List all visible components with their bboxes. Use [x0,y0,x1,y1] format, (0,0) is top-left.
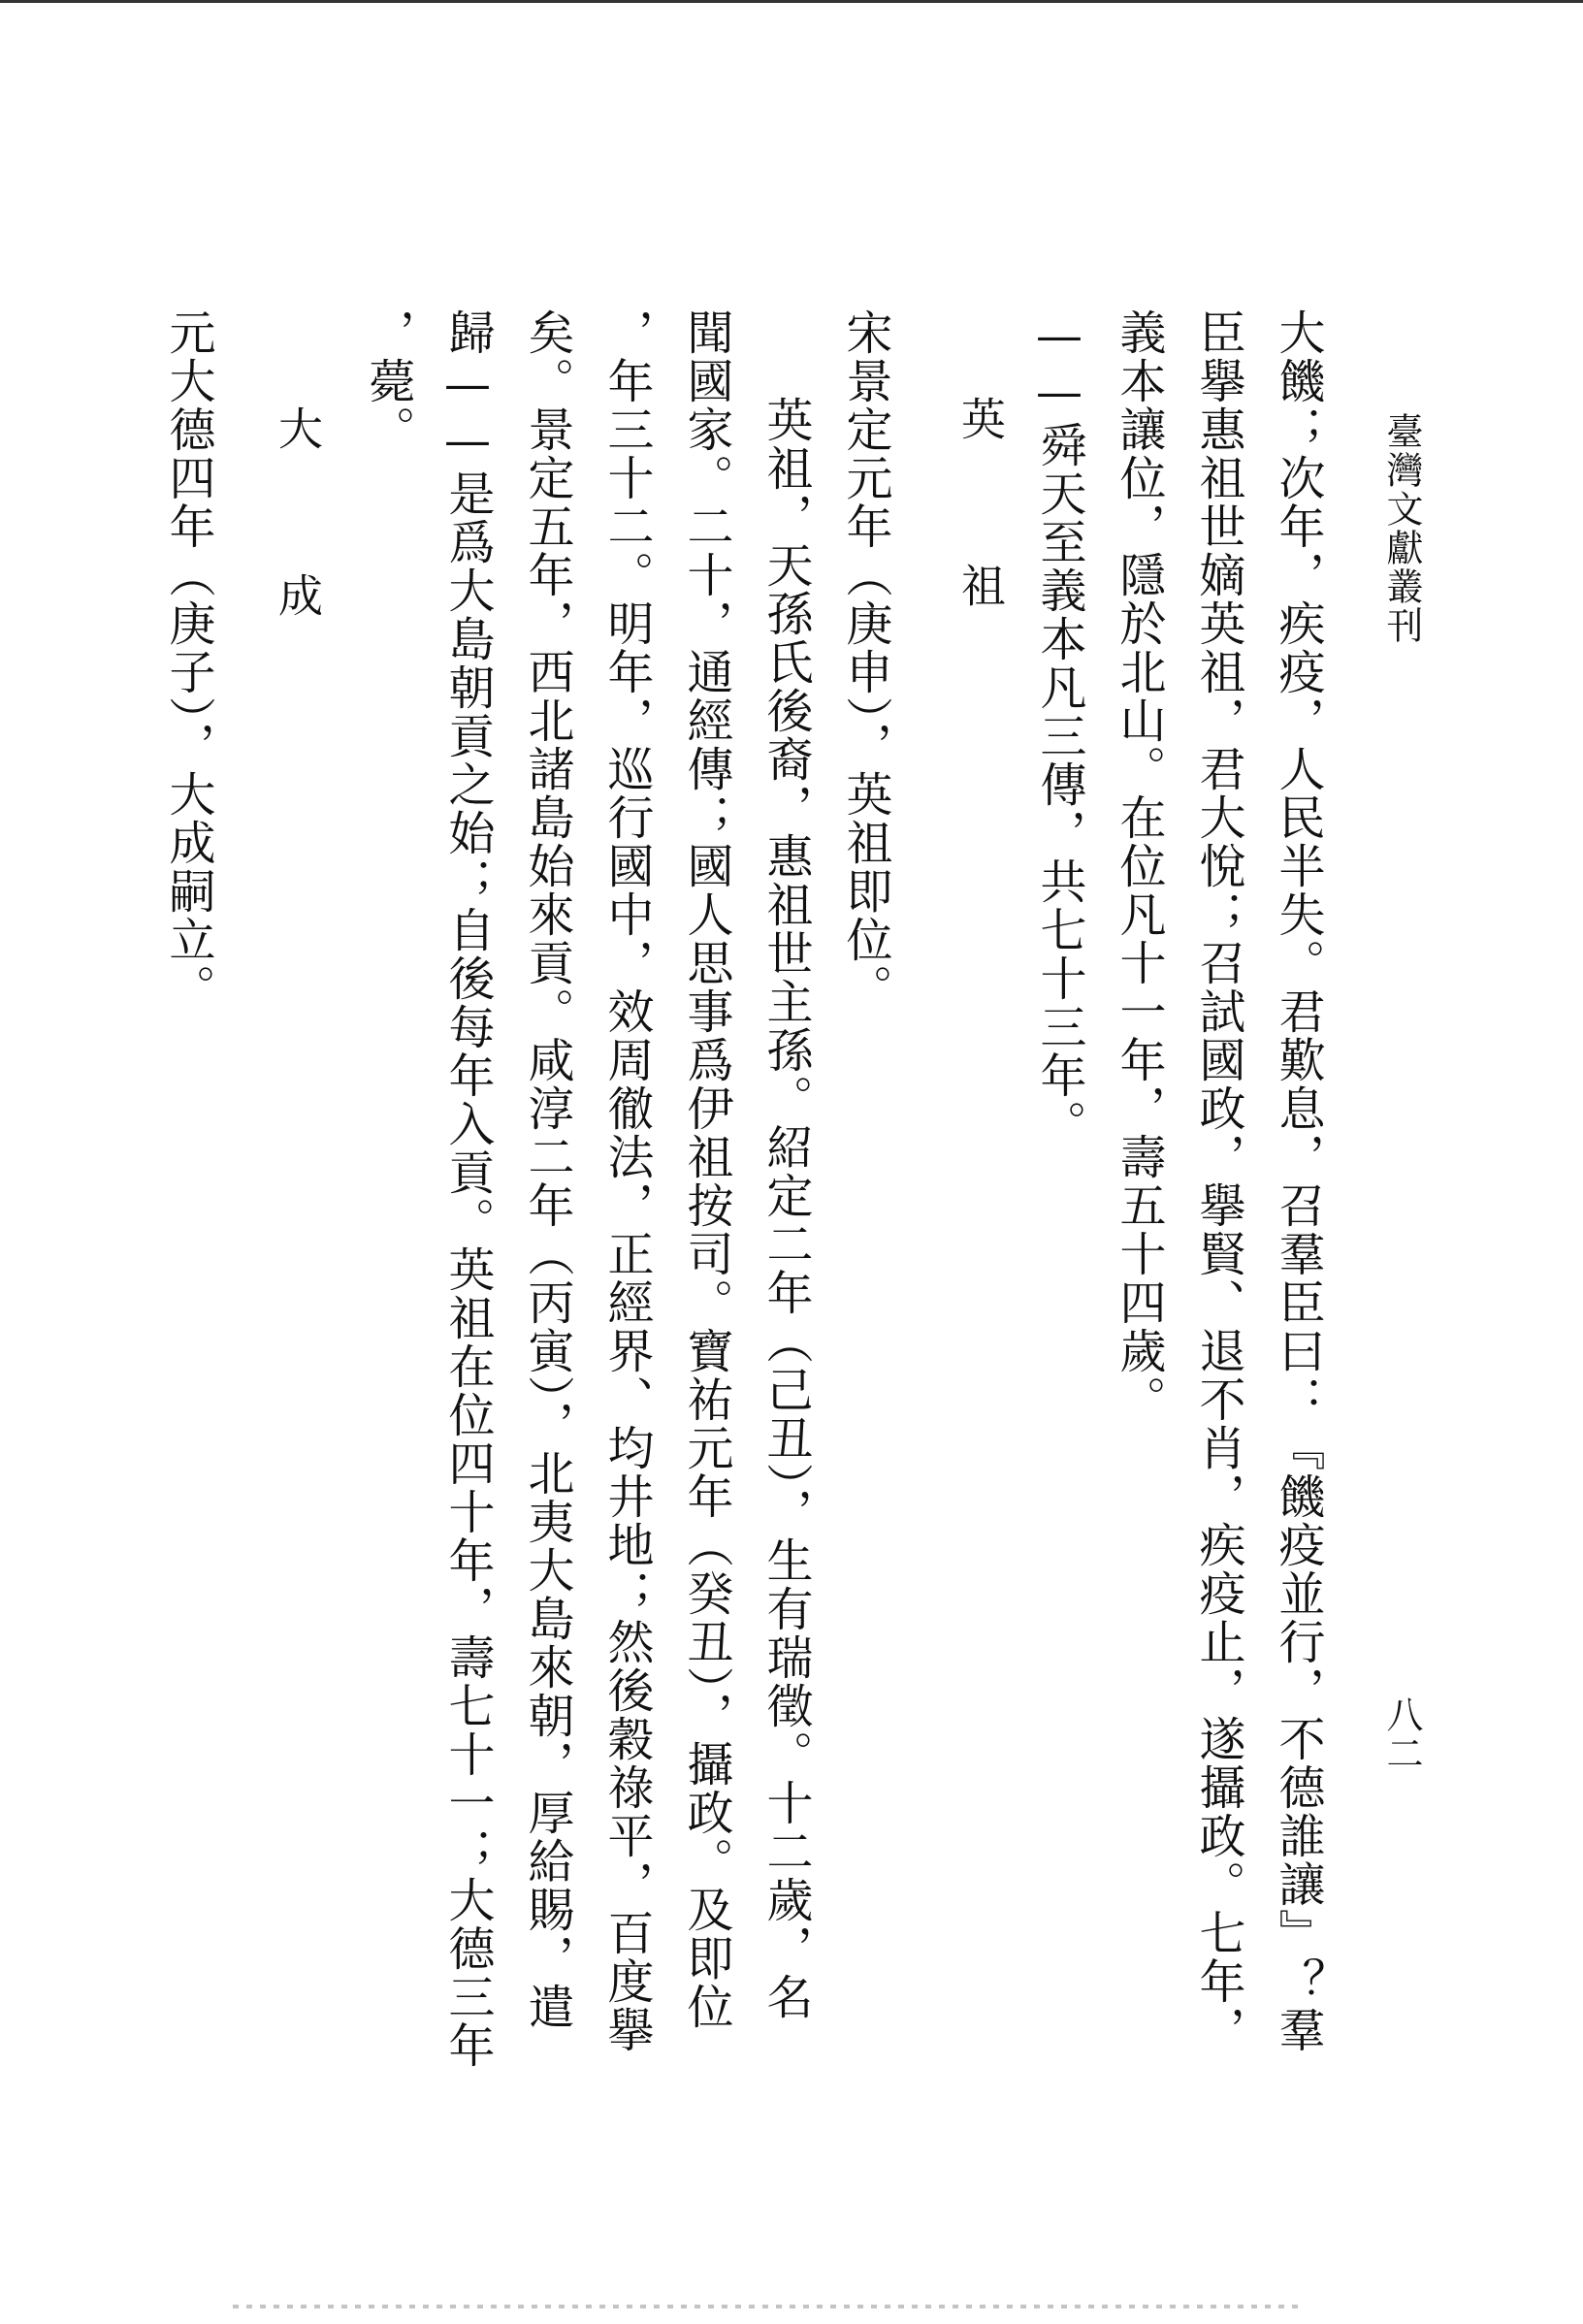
text-column-4: ——舜天至義本凡三傳，共七十三年。 [1032,308,1086,1148]
text-column-2: 臣擧惠祖世嫡英祖，君大悅；召試國政，擧賢、退不肖，疾疫止，遂攝政。七年， [1191,308,1245,2054]
section-heading-yingzu: 英 祖 [954,396,1007,646]
scan-edge-artifact [233,2305,1300,2308]
text-column-9: ，年三十二。明年，巡行國中，效周徹法，正經界、均井地；然後穀祿平，百度擧 [599,308,654,2054]
text-column-8: 聞國家。二十，通經傳；國人思事爲伊祖按司。寶祐元年（癸丑），攝政。及即位 [679,308,733,2031]
page-number: 八二 [1380,1695,1423,1773]
text-column-3: 義本讓位，隱於北山。在位凡十一年，壽五十四歲。 [1112,308,1166,1424]
text-column-10: 矣。景定五年，西北諸島始來貢。咸淳二年（丙寅），北夷大島來朝，厚給賜，遣 [520,308,574,2031]
top-border-line [0,0,1583,3]
text-column-7: 英祖，天孫氏後裔，惠祖世主孫。紹定二年（己丑），生有瑞徵。十二歲，名 [759,396,813,2021]
text-column-14: 元大德四年（庚子），大成嗣立。 [161,308,215,1013]
text-column-1: 大饑；次年，疾疫，人民半失。君歎息，召羣臣曰：『饑疫並行，不德誰讓』？羣 [1271,308,1325,2054]
section-heading-dacheng: 大 成 [272,405,324,656]
text-column-6: 宋景定元年（庚申），英祖即位。 [838,308,892,1013]
text-column-11: 歸——是爲大島朝貢之始；自後每年入貢。英祖在位四十年，壽七十一；大德三年 [440,308,495,2070]
running-header-title: 臺灣文獻叢刊 [1380,412,1423,645]
text-column-12: ，薨。 [361,308,415,454]
